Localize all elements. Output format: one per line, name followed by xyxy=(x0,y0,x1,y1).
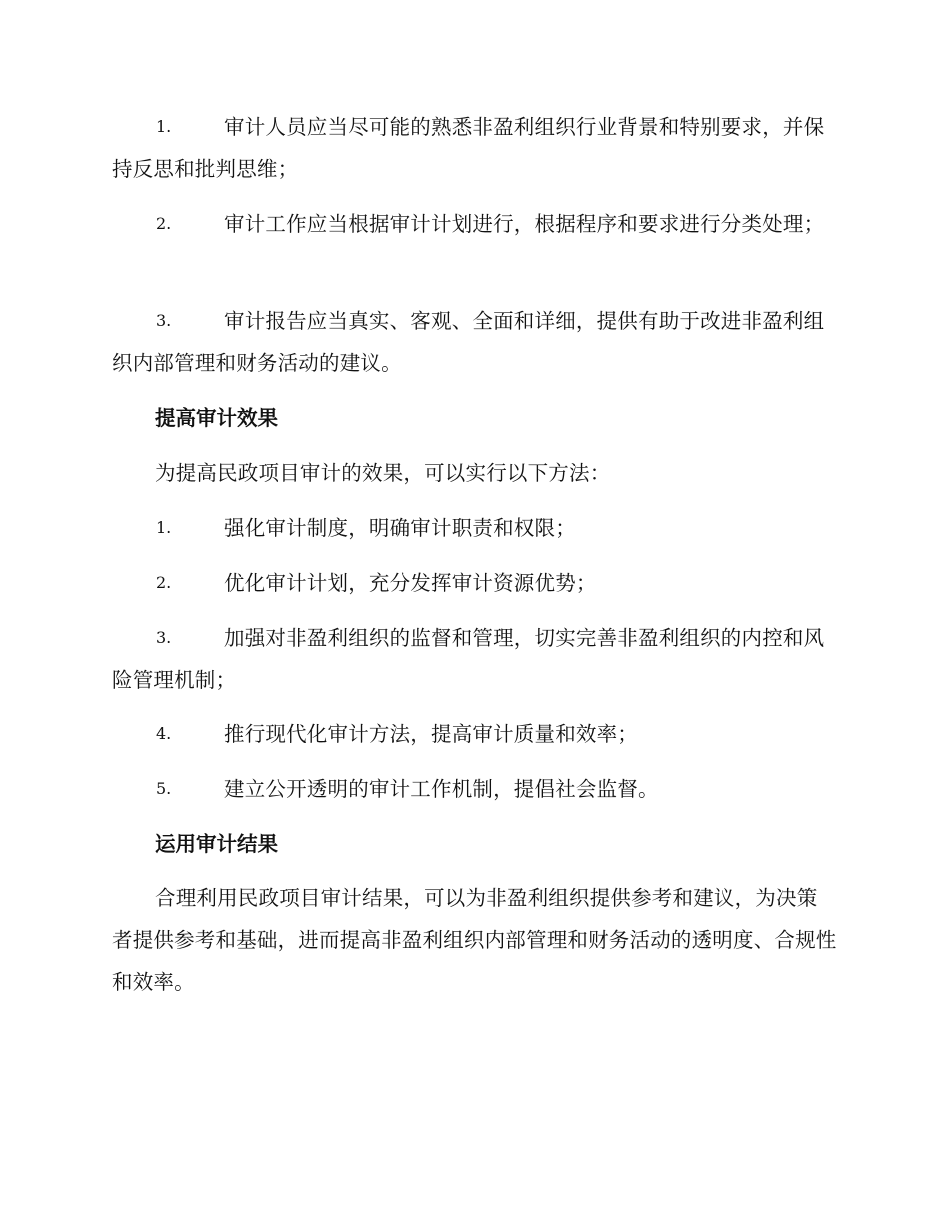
section-intro: 为提高民政项目审计的效果，可以实行以下方法： xyxy=(155,461,611,485)
list-number: 5. xyxy=(156,779,172,798)
section-body: 合理利用民政项目审计结果，可以为非盈利组织提供参考和建议，为决策者提供参考和基础，进而提高非盈利组织内部管理和财务活动的透明度、合规性和效率。 xyxy=(112,886,837,994)
list-item xyxy=(112,562,837,604)
list-text: 审计工作应当根据审计计划进行，根据程序和要求进行分类处理； xyxy=(224,212,825,236)
list-number: 2. xyxy=(156,214,172,233)
list-text: 强化审计制度，明确审计职责和权限； xyxy=(224,516,576,540)
list-item xyxy=(112,768,837,810)
list-text: 审计人员应当尽可能的熟悉非盈利组织行业背景和特别要求，并保持反思和批判思维； xyxy=(112,115,825,181)
list-item xyxy=(112,713,837,755)
list-text: 加强对非盈利组织的监督和管理，切实完善非盈利组织的内控和风险管理机制； xyxy=(112,626,825,692)
list-number: 1. xyxy=(156,518,172,537)
list-number: 3. xyxy=(156,628,172,647)
section-heading: 提高审计效果 xyxy=(155,406,278,430)
list-item xyxy=(112,300,837,384)
list-text: 建立公开透明的审计工作机制，提倡社会监督。 xyxy=(224,777,659,801)
list-item xyxy=(112,617,837,701)
list-number: 4. xyxy=(156,724,172,743)
list-text: 审计报告应当真实、客观、全面和详细，提供有助于改进非盈利组织内部管理和财务活动的建议。 xyxy=(112,309,825,375)
section-heading: 运用审计结果 xyxy=(155,832,278,856)
list-item xyxy=(112,203,837,245)
list-item xyxy=(112,507,837,549)
list-number: 1. xyxy=(156,117,172,136)
list-text: 推行现代化审计方法，提高审计质量和效率； xyxy=(224,722,638,746)
list-number: 3. xyxy=(156,311,172,330)
list-item xyxy=(112,106,837,190)
list-number: 2. xyxy=(156,573,172,592)
list-text: 优化审计计划，充分发挥审计资源优势； xyxy=(224,571,597,595)
